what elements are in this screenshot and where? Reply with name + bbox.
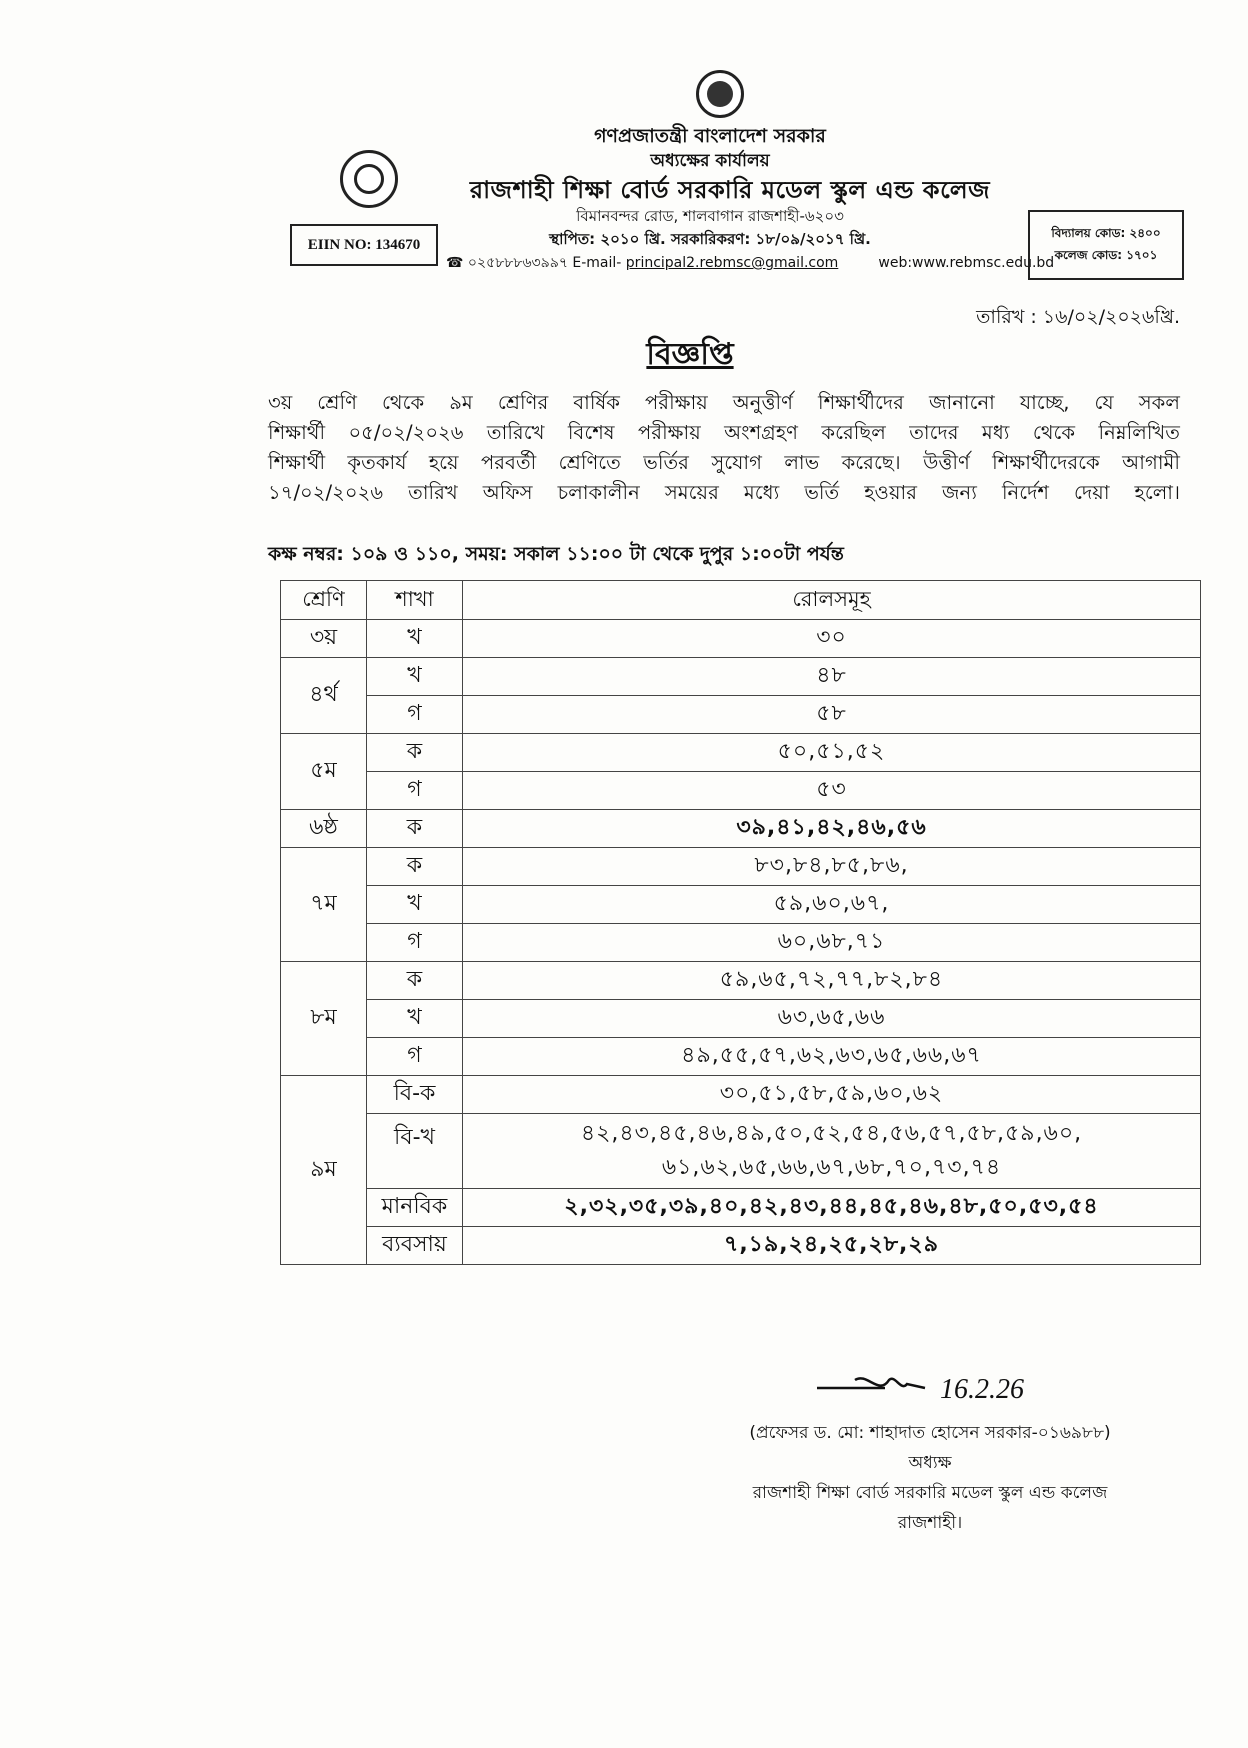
- section-cell: ক: [367, 848, 463, 886]
- codes-box: [1028, 210, 1184, 280]
- section-cell: গ: [367, 696, 463, 734]
- class-cell: ৮ম: [281, 962, 367, 1076]
- column-header-section: শাখা: [367, 581, 463, 620]
- table-row: [281, 1000, 1201, 1038]
- rolls-cell: ৬০,৬৮,৭১: [463, 924, 1201, 962]
- section-cell: গ: [367, 772, 463, 810]
- body-line: শিক্ষার্থী ০৫/০২/২০২৬ তারিখে বিশেষ পরীক্ষায় অংশগ্রহণ করেছিল তাদের মধ্য থেকে নিম্নলিখিত: [268, 421, 1180, 444]
- signature-mark: [815, 1366, 1085, 1410]
- table-row: [281, 696, 1201, 734]
- signatory-title: অধ্যক্ষ: [908, 1453, 952, 1473]
- school-code: বিদ্যালয় কোড: ২৪০০: [1051, 226, 1161, 240]
- column-header-rolls: রোলসমূহ: [463, 581, 1201, 620]
- table-row: [281, 810, 1201, 848]
- table-row: [281, 1189, 1201, 1227]
- established-info: স্থাপিত: ২০১০ খ্রি. সরকারিকরণ: ১৮/০৯/২০১৭ খ্রি.: [549, 230, 871, 248]
- rolls-line: ৬১,৬২,৬৫,৬৬,৬৭,৬৮,৭০,৭৩,৭৪: [661, 1155, 1002, 1180]
- rolls-cell: ৫৯,৬৫,৭২,৭৭,৮২,৮৪: [463, 962, 1201, 1000]
- signatory-name: (প্রফেসর ড. মো: শাহাদাত হোসেন সরকার-০১৬৯৮৮): [749, 1423, 1111, 1443]
- government-emblem: [696, 70, 744, 118]
- school-address: বিমানবন্দর রোড, শালবাগান রাজশাহী-৬২০৩: [576, 207, 844, 225]
- section-cell: খ: [367, 886, 463, 924]
- rolls-cell: ৪৯,৫৫,৫৭,৬২,৬৩,৬৫,৬৬,৬৭: [463, 1038, 1201, 1076]
- contact-line: [446, 251, 1055, 275]
- section-cell: বি-ক: [367, 1076, 463, 1114]
- eiin-box: EIIN NO: 134670: [290, 224, 438, 266]
- rolls-cell: ৪৮: [463, 658, 1201, 696]
- class-cell: ৬ষ্ঠ: [281, 810, 367, 848]
- rolls-cell: ২,৩২,৩৫,৩৯,৪০,৪২,৪৩,৪৪,৪৫,৪৬,৪৮,৫০,৫৩,৫৪: [463, 1189, 1201, 1227]
- rolls-line: ৪২,৪৩,৪৫,৪৬,৪৯,৫০,৫২,৫৪,৫৬,৫৭,৫৮,৫৯,৬০,: [580, 1121, 1083, 1146]
- section-cell: বি-খ: [367, 1114, 463, 1189]
- section-cell: খ: [367, 1000, 463, 1038]
- table-row: [281, 924, 1201, 962]
- signatory-school: রাজশাহী শিক্ষা বোর্ড সরকারি মডেল স্কুল এন্ড কলেজ: [752, 1483, 1108, 1503]
- rolls-cell: ৩৯,৪১,৪২,৪৬,৫৬: [463, 810, 1201, 848]
- rolls-cell: ৫০,৫১,৫২: [463, 734, 1201, 772]
- government-name: গণপ্রজাতন্ত্রী বাংলাদেশ সরকার: [594, 125, 826, 147]
- class-cell: ৩য়: [281, 620, 367, 658]
- email-label: E-mail-: [572, 255, 622, 271]
- section-cell: খ: [367, 658, 463, 696]
- table-row: [281, 1227, 1201, 1265]
- table-row: [281, 886, 1201, 924]
- body-line: শিক্ষার্থী কৃতকার্য হয়ে পরবর্তী শ্রেণিতে ভর্তির সুযোগ লাভ করেছে। উত্তীর্ণ শিক্ষার্থীদেরকে আগামী: [268, 451, 1180, 474]
- section-cell: ক: [367, 962, 463, 1000]
- notice-body: [268, 388, 1180, 508]
- section-cell: গ: [367, 924, 463, 962]
- section-cell: খ: [367, 620, 463, 658]
- college-code: কলেজ কোড: ১৭০১: [1054, 248, 1158, 262]
- section-cell: ব্যবসায়: [367, 1227, 463, 1265]
- signature-date: 16.2.26: [940, 1374, 1024, 1405]
- rolls-cell: ৭,১৯,২৪,২৫,২৮,২৯: [463, 1227, 1201, 1265]
- section-cell: ক: [367, 810, 463, 848]
- signatory-city: রাজশাহী।: [897, 1513, 963, 1533]
- class-cell: ৯ম: [281, 1076, 367, 1265]
- table-row: [281, 962, 1201, 1000]
- website-link[interactable]: web:www.rebmsc.edu.bd: [878, 255, 1055, 271]
- section-cell: ক: [367, 734, 463, 772]
- section-cell: গ: [367, 1038, 463, 1076]
- rolls-cell: ৩০: [463, 620, 1201, 658]
- rolls-cell: ৮৩,৮৪,৮৫,৮৬,: [463, 848, 1201, 886]
- rolls-cell: ৬৩,৬৫,৬৬: [463, 1000, 1201, 1038]
- class-cell: ৭ম: [281, 848, 367, 962]
- class-cell: ৪র্থ: [281, 658, 367, 734]
- table-row: [281, 1114, 1201, 1189]
- rolls-cell: ৩০,৫১,৫৮,৫৯,৬০,৬২: [463, 1076, 1201, 1114]
- table-row: [281, 772, 1201, 810]
- results-table: [280, 580, 1201, 1265]
- rolls-cell: [463, 1114, 1201, 1189]
- rolls-cell: ৫৩: [463, 772, 1201, 810]
- office-name: অধ্যক্ষের কার্যালয়: [650, 151, 770, 171]
- body-line: ১৭/০২/২০২৬ তারিখ অফিস চলাকালীন সময়ের মধ্যে ভর্তি হওয়ার জন্য নির্দেশ দেয়া হলো।: [268, 481, 1180, 504]
- school-name: রাজশাহী শিক্ষা বোর্ড সরকারি মডেল স্কুল এন্ড কলেজ: [469, 176, 991, 204]
- table-header-row: [281, 581, 1201, 620]
- notice-title-text: বিজ্ঞপ্তি: [646, 337, 734, 372]
- phone-icon: ☎: [446, 255, 464, 271]
- email-link[interactable]: principal2.rebmsc@gmail.com: [625, 255, 839, 271]
- room-time-line: কক্ষ নম্বর: ১০৯ ও ১১০, সময়: সকাল ১১:০০ টা থেকে দুপুর ১:০০টা পর্যন্ত: [268, 543, 844, 565]
- table-row: [281, 848, 1201, 886]
- table-row: [281, 1076, 1201, 1114]
- rolls-cell: ৫৮: [463, 696, 1201, 734]
- rolls-cell: ৫৯,৬০,৬৭,: [463, 886, 1201, 924]
- phone-number: ০২৫৮৮৮৬৩৯৯৭: [467, 255, 568, 271]
- table-row: [281, 658, 1201, 696]
- table-row: [281, 620, 1201, 658]
- table-row: [281, 734, 1201, 772]
- table-row: [281, 1038, 1201, 1076]
- class-cell: ৫ম: [281, 734, 367, 810]
- notice-date: তারিখ : ১৬/০২/২০২৬খ্রি.: [976, 306, 1180, 328]
- column-header-class: শ্রেণি: [281, 581, 367, 620]
- section-cell: মানবিক: [367, 1189, 463, 1227]
- notice-title: [520, 330, 860, 381]
- body-line: ৩য় শ্রেণি থেকে ৯ম শ্রেণির বার্ষিক পরীক্ষায় অনুত্তীর্ণ শিক্ষার্থীদের জানানো যাচ্ছে, যে সকল: [268, 391, 1180, 414]
